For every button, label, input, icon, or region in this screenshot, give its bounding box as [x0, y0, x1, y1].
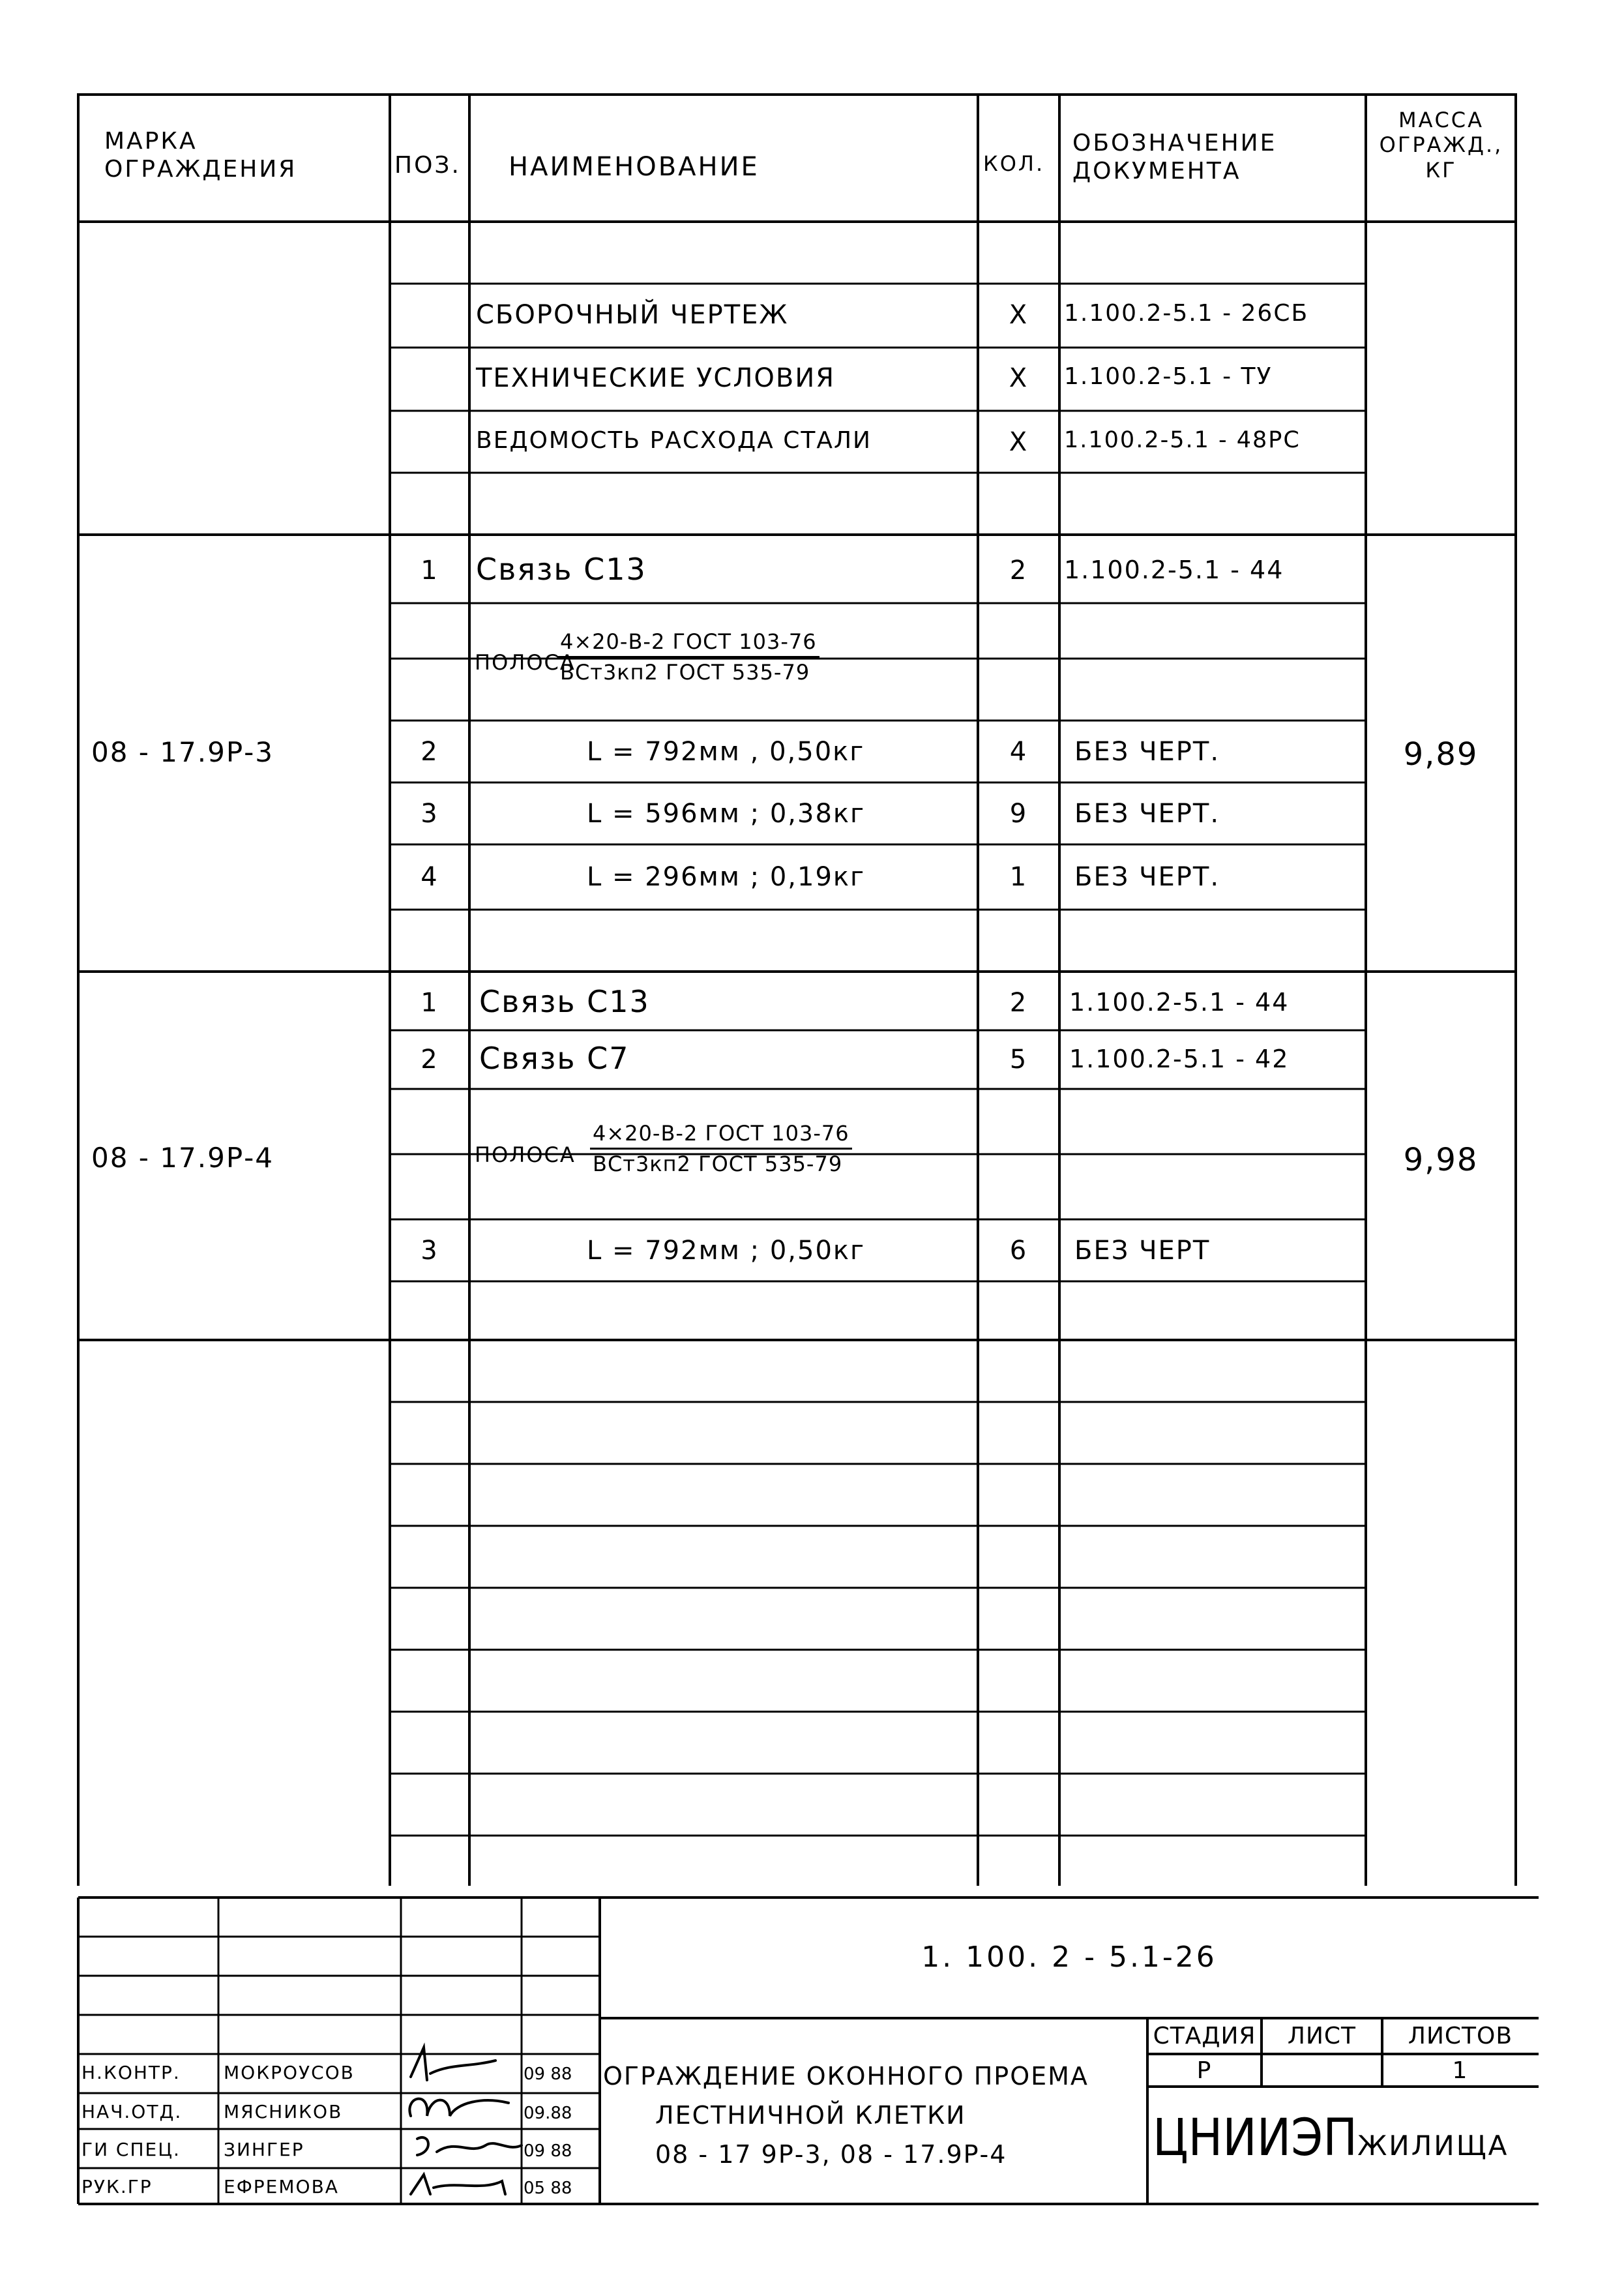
- stamp-stage-value: Р: [1196, 2057, 1213, 2084]
- doc-row-name: ВЕДОМОСТЬ РАСХОДА СТАЛИ: [476, 427, 872, 454]
- group2-row2-doc: 1.100.2-5.1 - 42: [1069, 1045, 1290, 1073]
- doc-row-qty: Х: [1009, 363, 1029, 393]
- signatures-drawn: [409, 2047, 522, 2194]
- strip-steel-grade: 4×20-В-2 ГОСТ 103-76: [590, 1123, 852, 1150]
- group2-row1-doc: 1.100.2-5.1 - 44: [1069, 988, 1290, 1017]
- group2-mark: 08 - 17.9Р-4: [91, 1142, 274, 1174]
- group2-mass: 9,98: [1403, 1142, 1479, 1178]
- sign-date: 05 88: [524, 2179, 572, 2198]
- group1-strip-spec: [557, 631, 819, 683]
- org-sub: ЖИЛИЩА: [1357, 2130, 1509, 2162]
- drawing-title-line1: ОГРАЖДЕНИЕ ОКОННОГО ПРОЕМА: [603, 2062, 1089, 2091]
- doc-row-name: ТЕХНИЧЕСКИЕ УСЛОВИЯ: [476, 363, 836, 393]
- sign-name: ЗИНГЕР: [224, 2139, 304, 2160]
- sign-date: 09 88: [524, 2141, 572, 2161]
- sign-role: РУК.ГР: [81, 2176, 153, 2197]
- header-col-name: НАИМЕНОВАНИЕ: [509, 152, 760, 182]
- group1-row-name: L = 792мм , 0,50кг: [587, 737, 865, 767]
- group2-strip-prefix: ПОЛОСА: [475, 1142, 576, 1167]
- strip-standard: ВСт3кп2 ГОСТ 535-79: [593, 1152, 843, 1176]
- stamp-stage-label: СТАДИЯ: [1153, 2023, 1256, 2049]
- strip-standard: ВСт3кп2 ГОСТ 535-79: [560, 660, 810, 685]
- sign-name: МОКРОУСОВ: [224, 2062, 355, 2083]
- sign-date: 09.88: [524, 2104, 572, 2123]
- document-code: 1. 100. 2 - 5.1-26: [921, 1941, 1217, 1974]
- group1-row-qty: 4: [1009, 737, 1028, 767]
- group1-mark: 08 - 17.9Р-3: [91, 736, 274, 768]
- group2-row2-name: Связь С7: [479, 1041, 630, 1076]
- sign-role: НАЧ.ОТД.: [81, 2101, 183, 2122]
- doc-row-name: СБОРОЧНЫЙ ЧЕРТЕЖ: [476, 300, 789, 330]
- group2-row3-doc: БЕЗ ЧЕРТ: [1074, 1236, 1211, 1266]
- header-col-qty: КОЛ.: [983, 151, 1045, 176]
- stamp-sheet-label: ЛИСТ: [1287, 2023, 1357, 2049]
- group2-row2-qty: 5: [1009, 1045, 1028, 1075]
- group1-row1-doc: 1.100.2-5.1 - 44: [1064, 556, 1284, 584]
- drawing-title-line2: ЛЕСТНИЧНОЙ КЛЕТКИ: [655, 2101, 966, 2130]
- header-col-pos: ПОЗ.: [394, 152, 461, 179]
- group2-row1-qty: 2: [1009, 988, 1028, 1018]
- group2-row3-pos: 3: [421, 1236, 439, 1266]
- group2-row1-name: Связь С13: [479, 984, 650, 1019]
- header-col-doc: ОБОЗНАЧЕНИЕ ДОКУМЕНТА: [1072, 130, 1277, 185]
- group1-row-name: L = 596мм ; 0,38кг: [587, 799, 866, 829]
- group1-row1-qty: 2: [1009, 556, 1028, 586]
- sign-role: ГИ СПЕЦ.: [81, 2139, 181, 2160]
- group1-row-name: L = 296мм ; 0,19кг: [587, 862, 866, 892]
- stamp-sheets-value: 1: [1452, 2057, 1469, 2084]
- group1-row-pos: 4: [421, 862, 439, 892]
- doc-row-doc: 1.100.2-5.1 - 26СБ: [1064, 300, 1309, 327]
- group2-row3-name: L = 792мм ; 0,50кг: [587, 1236, 866, 1266]
- group1-row-qty: 1: [1009, 862, 1028, 892]
- sign-date: 09 88: [524, 2064, 572, 2084]
- group1-row-doc: БЕЗ ЧЕРТ.: [1074, 799, 1220, 829]
- group2-row3-qty: 6: [1009, 1236, 1028, 1266]
- doc-row-doc: 1.100.2-5.1 - 48РС: [1064, 427, 1301, 453]
- org-main: ЦНИИЭП: [1153, 2109, 1358, 2167]
- group1-strip-prefix: ПОЛОСА: [475, 650, 576, 675]
- drawing-title-line3: 08 - 17 9Р-3, 08 - 17.9Р-4: [655, 2140, 1007, 2169]
- group1-row-doc: БЕЗ ЧЕРТ.: [1074, 862, 1220, 892]
- doc-row-doc: 1.100.2-5.1 - ТУ: [1064, 363, 1273, 390]
- header-col-mass: МАССА ОГРАЖД., КГ: [1379, 108, 1503, 183]
- stamp-sheets-label: ЛИСТОВ: [1408, 2023, 1513, 2049]
- group1-row1-pos: 1: [421, 556, 439, 586]
- group2-row1-pos: 1: [421, 988, 439, 1018]
- sign-name: ЕФРЕМОВА: [224, 2176, 339, 2197]
- strip-steel-grade: 4×20-В-2 ГОСТ 103-76: [557, 631, 819, 658]
- group1-row-doc: БЕЗ ЧЕРТ.: [1074, 737, 1220, 767]
- group2-row2-pos: 2: [421, 1045, 439, 1075]
- group1-row1-name: Связь С13: [476, 552, 647, 587]
- doc-row-qty: Х: [1009, 300, 1029, 330]
- sign-role: Н.КОНТР.: [81, 2062, 181, 2083]
- doc-row-qty: Х: [1009, 427, 1029, 457]
- group1-row-pos: 2: [421, 737, 439, 767]
- group1-row-qty: 9: [1009, 799, 1028, 829]
- group2-strip-spec: [590, 1123, 852, 1174]
- sign-name: МЯСНИКОВ: [224, 2101, 343, 2122]
- group1-mass: 9,89: [1403, 736, 1479, 773]
- group1-row-pos: 3: [421, 799, 439, 829]
- header-col-mark: МАРКА ОГРАЖДЕНИЯ: [104, 128, 297, 183]
- organization-logo: [1153, 2109, 1509, 2167]
